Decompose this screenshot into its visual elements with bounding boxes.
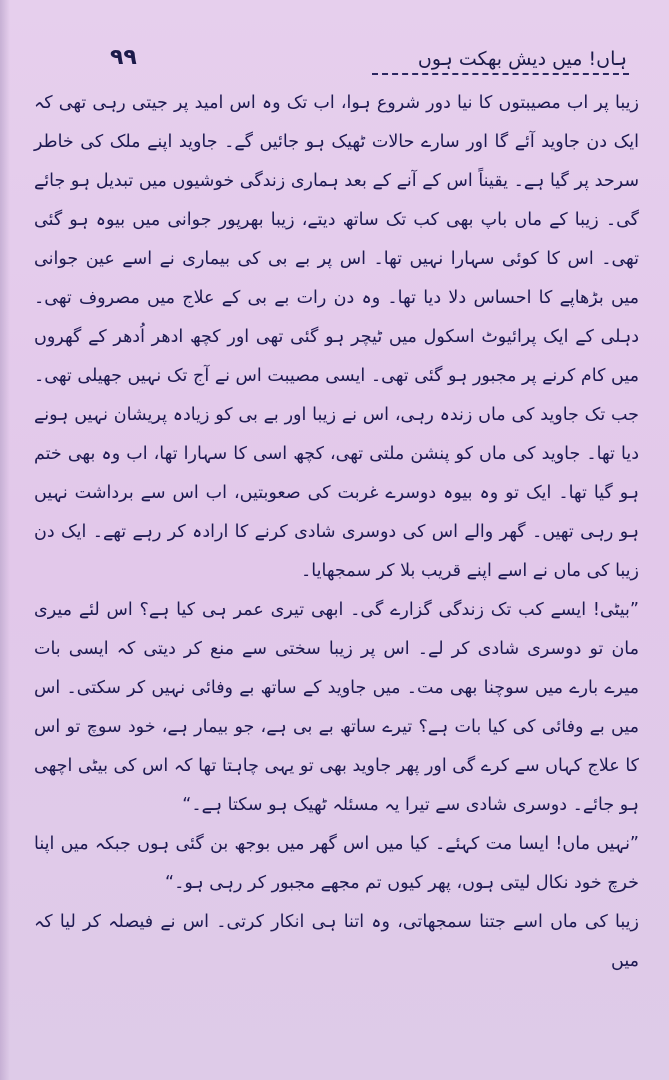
page-gutter-shadow bbox=[0, 0, 10, 1080]
page-number: ۹۹ bbox=[110, 45, 137, 70]
running-title: ہاں! میں دیش بھکت ہوں bbox=[417, 48, 627, 70]
paragraph-4: زیبا کی ماں اسے جتنا سمجھاتی، وہ اتنا ہی انکار کرتی۔ اس نے فیصلہ کر لیا کہ میں bbox=[34, 912, 639, 971]
paragraph-1: زیبا پر اب مصیبتوں کا نیا دور شروع ہوا، اب تک وہ اس امید پر جیتی رہی تھی کہ ایک دن جاوید آئے گا اور سارے حالات ٹھیک ہو جائیں گے۔ جاوید اپنے ملک کی خاطر سرحد پر گیا ہے۔ یقیناً اس کے آنے کے بعد ہماری زندگی خوشیوں میں تبدیل ہو جائے گی۔ زیبا کے ماں باپ بھی کب تک ساتھ دیتے، زیبا بھرپور جوانی میں بیوہ ہو گئی تھی۔ اس کا کوئی سہارا نہیں تھا۔ اس پر بے بی کی بیماری نے اسے عین جوانی میں بڑھاپے کا احساس دلا دیا تھا۔ وہ دن رات بے بی کے علاج میں مصروف تھی۔ دہلی کے ایک پرائیوٹ اسکول میں ٹیچر ہو گئی تھی اور کچھ ادھر اُدھر کے گھروں میں کام کرنے پر مجبور ہو گئی تھی۔ ایسی مصیبت اس نے آج تک نہیں جھیلی تھی۔ جب تک جاوید کی ماں زندہ رہی، اس نے زیبا اور بے بی کو زیادہ پریشان نہیں ہونے دیا تھا۔ جاوید کی ماں کو پنشن ملتی تھی، کچھ اسی کا سہارا تھا، اب وہ بھی ختم ہو گیا تھا۔ ایک تو وہ بیوہ دوسرے غربت کی صعوبتیں، اب اس سے برداشت نہیں ہو رہی تھیں۔ گھر والے اس کی دوسری شادی کرنے کا ارادہ کر رہے تھے۔ ایک دن زیبا کی ماں نے اسے اپنے قریب بلا کر سمجھایا۔ bbox=[34, 93, 639, 581]
paragraph-3: ”نہیں ماں! ایسا مت کہئے۔ کیا میں اس گھر میں بوجھ بن گئی ہوں جبکہ میں اپنا خرچ خود نکال لیتی ہوں، پھر کیوں تم مجھے مجبور کر رہی ہو۔“ bbox=[34, 834, 639, 893]
header-divider bbox=[372, 73, 629, 75]
page-body bbox=[34, 84, 639, 981]
page-header bbox=[110, 34, 627, 70]
paragraph-2: ”بیٹی! ایسے کب تک زندگی گزارے گی۔ ابھی تیری عمر ہی کیا ہے؟ اس لئے میری مان تو دوسری شادی کر لے۔ اس پر زیبا سختی سے منع کر دیتی کہ ایسی بات میرے بارے میں سوچنا بھی مت۔ میں جاوید کے ساتھ بے وفائی نہیں کر سکتی۔ اس میں بے وفائی کی کیا بات ہے؟ تیرے ساتھ بے بی ہے، جو بیمار ہے، خود سوچ تو اس کا علاج کہاں سے کرے گی اور پھر جاوید بھی تو یہی چاہتا تھا کہ اس کی بیٹی اچھی ہو جائے۔ دوسری شادی سے تیرا یہ مسئلہ ٹھیک ہو سکتا ہے۔“ bbox=[34, 600, 639, 815]
